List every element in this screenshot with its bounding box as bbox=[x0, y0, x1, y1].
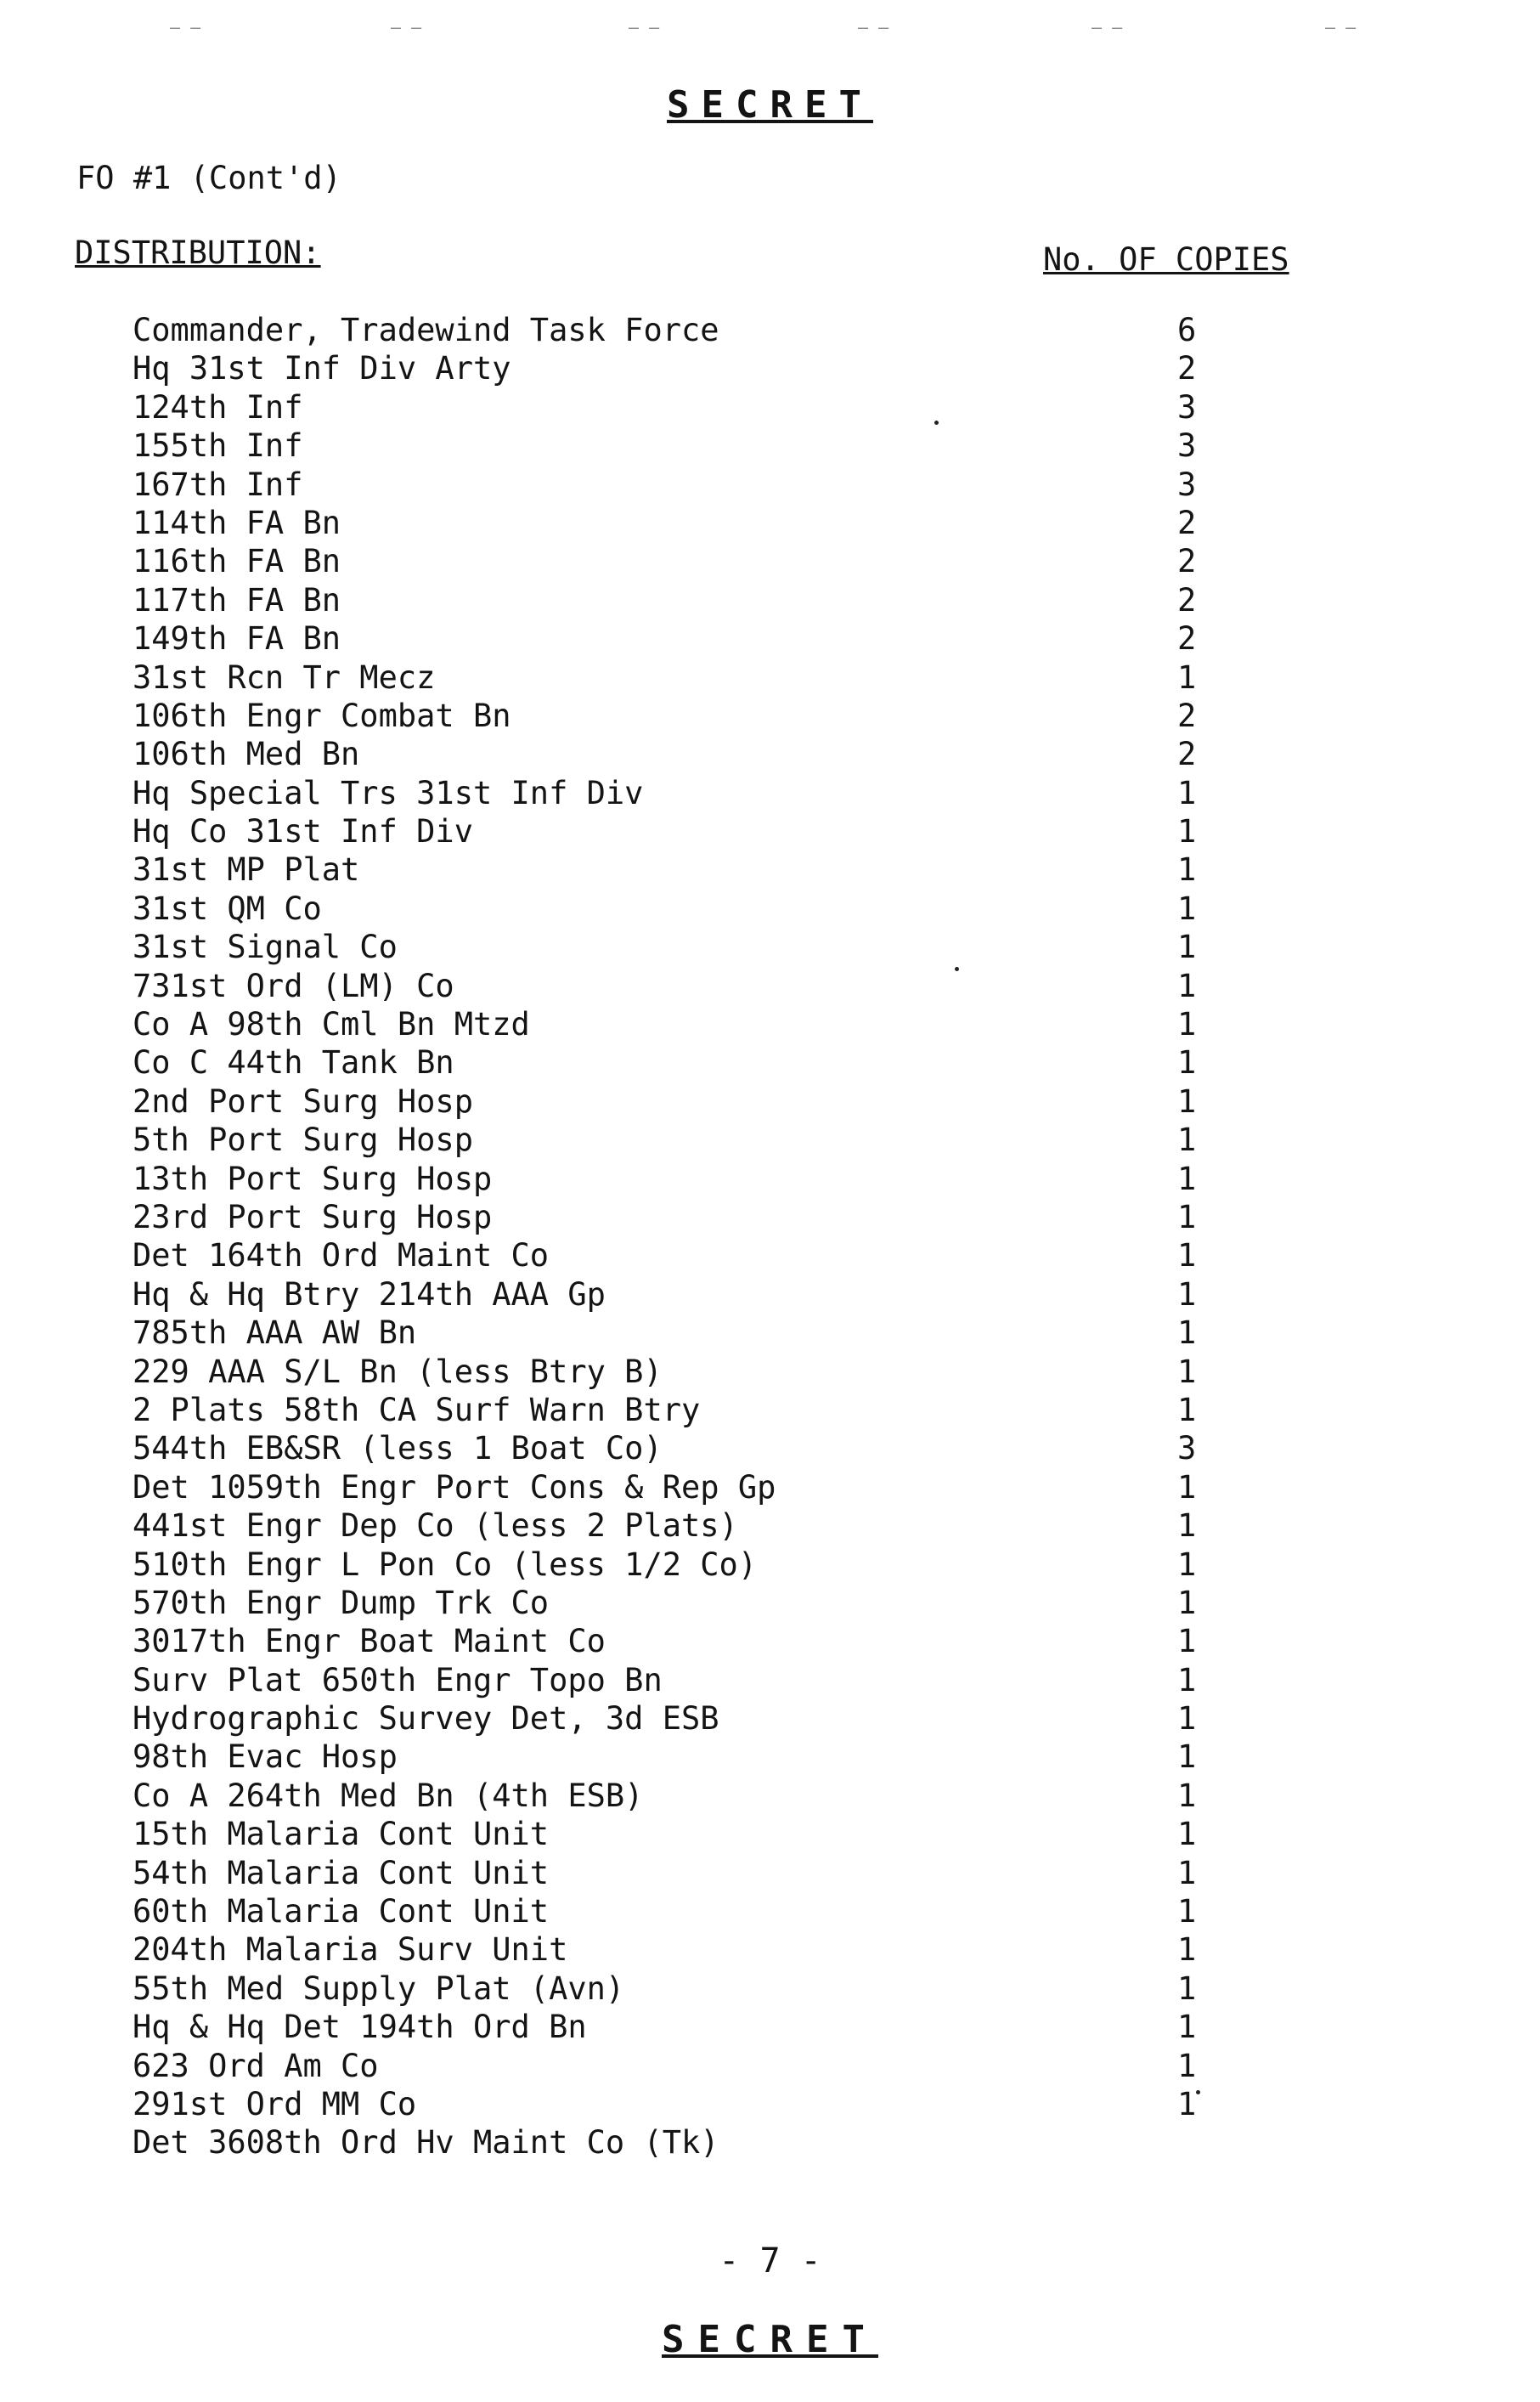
distribution-row bbox=[0, 774, 1540, 812]
distribution-row bbox=[0, 619, 1540, 658]
unit-name: 55th Med Supply Plat (Avn) bbox=[133, 1970, 625, 2007]
unit-name: Hq Co 31st Inf Div bbox=[133, 813, 473, 851]
distribution-row bbox=[0, 928, 1540, 966]
copy-count: 3 bbox=[1177, 388, 1197, 426]
copy-count: 1 bbox=[1177, 774, 1197, 811]
copy-count: 1 bbox=[1177, 1816, 1197, 1853]
distribution-row bbox=[0, 1815, 1540, 1853]
distribution-row bbox=[0, 1198, 1540, 1236]
distribution-row bbox=[0, 1429, 1540, 1467]
distribution-row bbox=[0, 890, 1540, 928]
unit-name: Det 3608th Ord Hv Maint Co (Tk) bbox=[133, 2124, 719, 2162]
distribution-row bbox=[0, 388, 1540, 427]
copy-count: 1 bbox=[1177, 1006, 1197, 1043]
scan-artifact: — — bbox=[629, 17, 660, 37]
unit-name: 54th Malaria Cont Unit bbox=[133, 1854, 550, 1891]
unit-name: 23rd Port Surg Hosp bbox=[133, 1198, 493, 1235]
unit-name: 114th FA Bn bbox=[133, 504, 341, 541]
copy-count: 1 bbox=[1177, 1738, 1197, 1776]
distribution-row bbox=[0, 466, 1540, 504]
scan-speck bbox=[934, 421, 939, 425]
unit-name: 98th Evac Hosp bbox=[133, 1738, 398, 1776]
distribution-row bbox=[0, 1236, 1540, 1274]
unit-name: 155th Inf bbox=[133, 427, 303, 465]
copy-count: 1 bbox=[1177, 1661, 1197, 1698]
copy-count: 2 bbox=[1177, 697, 1197, 734]
top-classification-marking: SECRET bbox=[667, 83, 873, 127]
copy-count: 1 bbox=[1177, 929, 1197, 966]
copy-count: 1 bbox=[1177, 2085, 1197, 2122]
distribution-row bbox=[0, 967, 1540, 1005]
unit-name: Surv Plat 650th Engr Topo Bn bbox=[133, 1661, 663, 1698]
copy-count: 1 bbox=[1177, 1970, 1197, 2007]
distribution-list bbox=[0, 311, 1540, 2162]
distribution-row bbox=[0, 311, 1540, 349]
copy-count: 1 bbox=[1177, 1893, 1197, 1930]
distribution-heading: DISTRIBUTION: bbox=[75, 235, 321, 271]
unit-name: 3017th Engr Boat Maint Co bbox=[133, 1623, 606, 1660]
distribution-row bbox=[0, 1661, 1540, 1699]
distribution-row bbox=[0, 658, 1540, 697]
copy-count: 1 bbox=[1177, 1237, 1197, 1274]
copy-count: 1 bbox=[1177, 1584, 1197, 1621]
copy-count: 1 bbox=[1177, 1160, 1197, 1197]
copy-count: 1 bbox=[1177, 1275, 1197, 1313]
copy-count: 1 bbox=[1177, 967, 1197, 1004]
scan-speck bbox=[955, 967, 959, 971]
bottom-classification-marking: SECRET bbox=[662, 2318, 878, 2361]
unit-name: 13th Port Surg Hosp bbox=[133, 1160, 493, 1197]
unit-name: 510th Engr L Pon Co (less 1/2 Co) bbox=[133, 1546, 758, 1583]
distribution-row bbox=[0, 1622, 1540, 1660]
unit-name: 441st Engr Dep Co (less 2 Plats) bbox=[133, 1507, 738, 1545]
distribution-row bbox=[0, 1546, 1540, 1584]
unit-name: 2nd Port Surg Hosp bbox=[133, 1082, 473, 1120]
copy-count: 1 bbox=[1177, 851, 1197, 889]
distribution-row bbox=[0, 1160, 1540, 1198]
distribution-row bbox=[0, 2008, 1540, 2046]
copy-count: 3 bbox=[1177, 1430, 1197, 1467]
copy-count: 2 bbox=[1177, 504, 1197, 541]
copy-count: 1 bbox=[1177, 1353, 1197, 1390]
copy-count: 1 bbox=[1177, 1546, 1197, 1583]
unit-name: 623 Ord Am Co bbox=[133, 2047, 379, 2084]
distribution-row bbox=[0, 427, 1540, 465]
unit-name: 31st Rcn Tr Mecz bbox=[133, 658, 436, 696]
scan-artifact: — — bbox=[170, 17, 201, 37]
distribution-row bbox=[0, 851, 1540, 889]
copy-count: 1 bbox=[1177, 1122, 1197, 1159]
unit-name: Hq & Hq Det 194th Ord Bn bbox=[133, 2009, 587, 2046]
distribution-row bbox=[0, 812, 1540, 851]
distribution-row bbox=[0, 1314, 1540, 1352]
copy-count: 3 bbox=[1177, 466, 1197, 503]
unit-name: 124th Inf bbox=[133, 388, 303, 426]
unit-name: 31st MP Plat bbox=[133, 851, 360, 889]
copy-count: 1 bbox=[1177, 1314, 1197, 1352]
unit-name: Hydrographic Survey Det, 3d ESB bbox=[133, 1700, 719, 1738]
unit-name: Hq & Hq Btry 214th AAA Gp bbox=[133, 1275, 606, 1313]
unit-name: 5th Port Surg Hosp bbox=[133, 1122, 473, 1159]
distribution-row bbox=[0, 1468, 1540, 1506]
scan-speck bbox=[1196, 2090, 1200, 2094]
copy-count: 1 bbox=[1177, 2009, 1197, 2046]
distribution-row bbox=[0, 2047, 1540, 2085]
copy-count: 1 bbox=[1177, 1931, 1197, 1969]
unit-name: 291st Ord MM Co bbox=[133, 2085, 417, 2122]
distribution-row bbox=[0, 1121, 1540, 1159]
distribution-row bbox=[0, 504, 1540, 542]
scan-artifact: — — bbox=[391, 17, 422, 37]
distribution-row bbox=[0, 542, 1540, 580]
distribution-row bbox=[0, 697, 1540, 735]
distribution-row bbox=[0, 1930, 1540, 1969]
unit-name: 60th Malaria Cont Unit bbox=[133, 1893, 550, 1930]
copy-count: 1 bbox=[1177, 813, 1197, 851]
copy-count: 1 bbox=[1177, 1854, 1197, 1891]
distribution-row bbox=[0, 1043, 1540, 1082]
copy-count: 1 bbox=[1177, 1777, 1197, 1814]
copy-count: 2 bbox=[1177, 620, 1197, 658]
distribution-row bbox=[0, 1970, 1540, 2008]
unit-name: Det 164th Ord Maint Co bbox=[133, 1237, 550, 1274]
unit-name: 116th FA Bn bbox=[133, 543, 341, 580]
unit-name: Co C 44th Tank Bn bbox=[133, 1044, 454, 1082]
copy-count: 2 bbox=[1177, 350, 1197, 387]
unit-name: 15th Malaria Cont Unit bbox=[133, 1816, 550, 1853]
unit-name: Co A 264th Med Bn (4th ESB) bbox=[133, 1777, 644, 1814]
copy-count: 1 bbox=[1177, 1468, 1197, 1506]
distribution-row bbox=[0, 1892, 1540, 1930]
distribution-row bbox=[0, 581, 1540, 619]
unit-name: 204th Malaria Surv Unit bbox=[133, 1931, 568, 1969]
unit-name: 570th Engr Dump Trk Co bbox=[133, 1584, 550, 1621]
scan-artifact: — — bbox=[1092, 17, 1123, 37]
unit-name: Commander, Tradewind Task Force bbox=[133, 312, 719, 348]
distribution-row bbox=[0, 1506, 1540, 1545]
copy-count: 1 bbox=[1177, 1507, 1197, 1545]
page-number: - 7 - bbox=[719, 2241, 821, 2280]
distribution-row bbox=[0, 349, 1540, 387]
copy-count: 1 bbox=[1177, 1044, 1197, 1082]
unit-name: 106th Engr Combat Bn bbox=[133, 697, 511, 734]
unit-name: 544th EB&SR (less 1 Boat Co) bbox=[133, 1430, 663, 1467]
copy-count: 6 bbox=[1177, 312, 1197, 348]
copy-count: 1 bbox=[1177, 1623, 1197, 1660]
unit-name: Hq Special Trs 31st Inf Div bbox=[133, 774, 644, 811]
scan-artifact: — — bbox=[858, 17, 889, 37]
distribution-row bbox=[0, 2123, 1540, 2162]
distribution-row bbox=[0, 1391, 1540, 1429]
distribution-row bbox=[0, 1082, 1540, 1121]
unit-name: 2 Plats 58th CA Surf Warn Btry bbox=[133, 1391, 701, 1428]
distribution-row bbox=[0, 1699, 1540, 1738]
document-reference: FO #1 (Cont'd) bbox=[76, 160, 341, 196]
unit-name: Det 1059th Engr Port Cons & Rep Gp bbox=[133, 1468, 776, 1506]
copy-count: 1 bbox=[1177, 2047, 1197, 2084]
copies-column-heading: No. OF COPIES bbox=[1043, 241, 1289, 278]
unit-name: Co A 98th Cml Bn Mtzd bbox=[133, 1006, 530, 1043]
unit-name: 31st QM Co bbox=[133, 890, 322, 927]
distribution-row bbox=[0, 735, 1540, 773]
unit-name: 31st Signal Co bbox=[133, 929, 398, 966]
unit-name: 117th FA Bn bbox=[133, 581, 341, 619]
unit-name: 149th FA Bn bbox=[133, 620, 341, 658]
distribution-row bbox=[0, 1777, 1540, 1815]
copy-count: 1 bbox=[1177, 890, 1197, 927]
distribution-row bbox=[0, 1738, 1540, 1776]
unit-name: 731st Ord (LM) Co bbox=[133, 967, 454, 1004]
copy-count: 2 bbox=[1177, 581, 1197, 619]
unit-name: 106th Med Bn bbox=[133, 736, 360, 773]
scan-artifact: — — bbox=[1325, 17, 1357, 37]
copy-count: 1 bbox=[1177, 1391, 1197, 1428]
copy-count: 1 bbox=[1177, 1700, 1197, 1738]
unit-name: Hq 31st Inf Div Arty bbox=[133, 350, 511, 387]
distribution-row bbox=[0, 2085, 1540, 2123]
copy-count: 2 bbox=[1177, 543, 1197, 580]
copy-count: 1 bbox=[1177, 1198, 1197, 1235]
copy-count: 1 bbox=[1177, 1082, 1197, 1120]
distribution-row bbox=[0, 1854, 1540, 1892]
distribution-row bbox=[0, 1275, 1540, 1314]
unit-name: 229 AAA S/L Bn (less Btry B) bbox=[133, 1353, 663, 1390]
unit-name: 785th AAA AW Bn bbox=[133, 1314, 417, 1352]
distribution-row bbox=[0, 1584, 1540, 1622]
distribution-row bbox=[0, 1353, 1540, 1391]
copy-count: 2 bbox=[1177, 736, 1197, 773]
unit-name: 167th Inf bbox=[133, 466, 303, 503]
copy-count: 1 bbox=[1177, 658, 1197, 696]
copy-count: 3 bbox=[1177, 427, 1197, 465]
distribution-row bbox=[0, 1005, 1540, 1043]
